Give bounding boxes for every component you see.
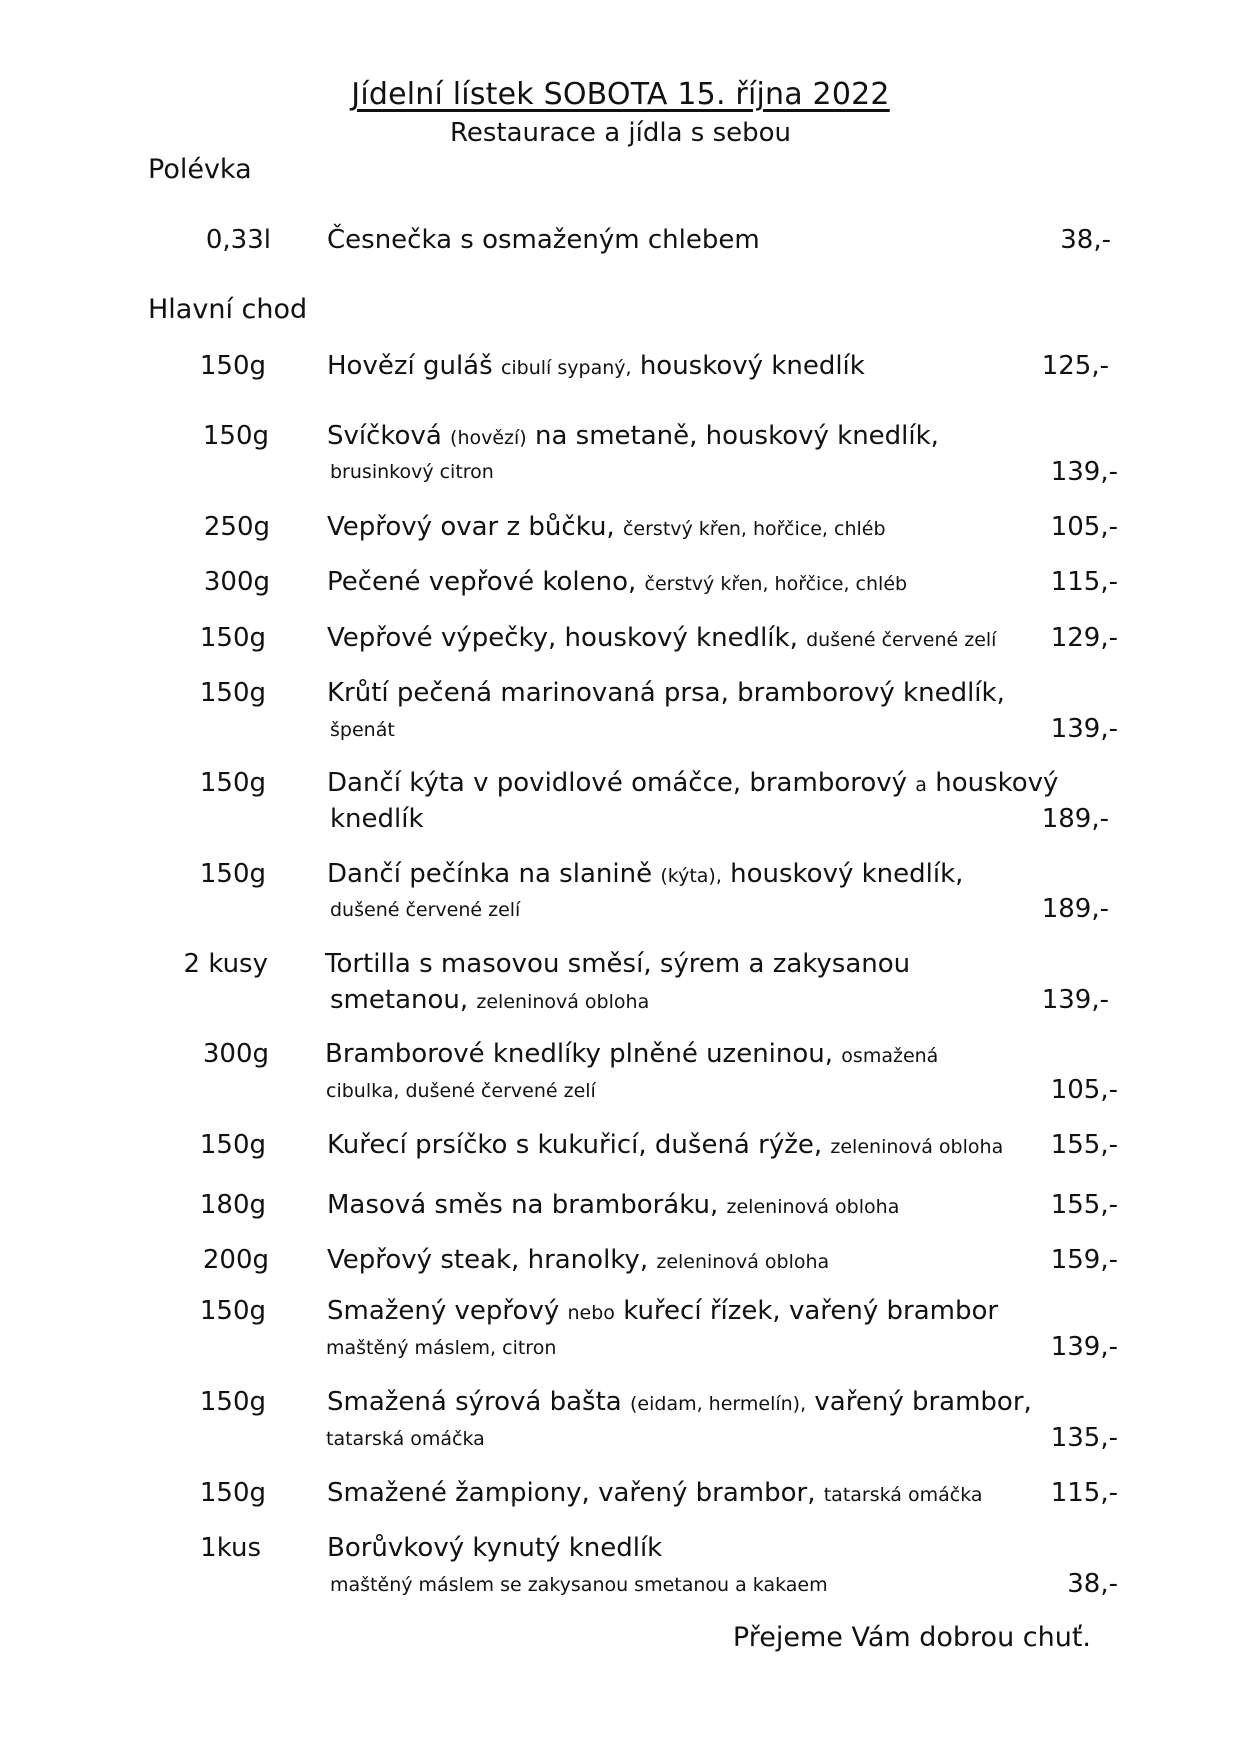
- item-name: Vepřový steak, hranolky, zeleninová obloha: [327, 1245, 830, 1275]
- item-quantity: 250g: [203, 512, 270, 542]
- item-note: čerstvý křen, hořčice, chléb: [644, 573, 908, 595]
- item-name: Krůtí pečená marinovaná prsa, bramborový knedlík,: [327, 678, 1005, 708]
- item-price: 139,-: [1050, 714, 1118, 744]
- item-price: 155,-: [1050, 1190, 1118, 1220]
- item-description: knedlík: [330, 804, 424, 834]
- section-heading-soup: Polévka: [148, 154, 252, 185]
- item-name: Dančí kýta v povidlové omáčce, bramborový a houskový: [327, 768, 1059, 798]
- item-name: Vepřové výpečky, houskový knedlík, dušené červené zelí: [327, 623, 997, 653]
- item-name: Dančí pečínka na slanině (kýta), houskový knedlík,: [327, 859, 964, 889]
- item-price: 105,-: [1050, 512, 1118, 542]
- item-price: 139,-: [1041, 985, 1109, 1015]
- item-name: Svíčková (hovězí) na smetaně, houskový knedlík,: [327, 421, 939, 451]
- item-description: smetanou, zeleninová obloha: [330, 985, 650, 1015]
- item-price: 38,-: [1067, 1569, 1118, 1599]
- item-price: 155,-: [1050, 1130, 1118, 1160]
- item-note: zeleninová obloha: [830, 1136, 1004, 1158]
- item-name: Vepřový ovar z bůčku, čerstvý křen, hořčice, chléb: [327, 512, 886, 542]
- item-name: Borůvkový kynutý knedlík: [327, 1533, 663, 1563]
- item-description: dušené červené zelí: [330, 899, 521, 921]
- item-description: tatarská omáčka: [326, 1428, 485, 1450]
- item-price: 115,-: [1050, 567, 1118, 597]
- item-description: maštěný máslem se zakysanou smetanou a kakaem: [330, 1574, 828, 1596]
- item-name: Smažený vepřový nebo kuřecí řízek, vařený brambor: [327, 1296, 999, 1326]
- item-note: cibulí sypaný,: [500, 357, 632, 379]
- item-name: Kuřecí prsíčko s kukuřicí, dušená rýže, zeleninová obloha: [327, 1130, 1004, 1160]
- item-price: 189,-: [1041, 804, 1109, 834]
- item-quantity: 150g: [199, 1130, 266, 1160]
- item-quantity: 0,33l: [205, 225, 271, 255]
- item-quantity: 150g: [199, 859, 266, 889]
- item-price: 129,-: [1050, 623, 1118, 653]
- item-description: špenát: [330, 719, 395, 741]
- item-note: (kýta),: [660, 865, 722, 887]
- item-note: (eidam, hermelín),: [630, 1393, 807, 1415]
- item-price: 115,-: [1050, 1478, 1118, 1508]
- item-quantity: 200g: [202, 1245, 269, 1275]
- item-description: cibulka, dušené červené zelí: [326, 1080, 596, 1102]
- item-note: zeleninová obloha: [656, 1251, 830, 1273]
- item-note: (hovězí): [450, 427, 527, 449]
- item-quantity: 1kus: [200, 1533, 261, 1563]
- item-note: zeleninová obloha: [726, 1196, 900, 1218]
- item-quantity: 150g: [202, 421, 269, 451]
- menu-subtitle: Restaurace a jídla s sebou: [449, 118, 792, 148]
- item-name: Bramborové knedlíky plněné uzeninou, osmažená: [325, 1039, 939, 1069]
- item-name: Tortilla s masovou směsí, sýrem a zakysanou: [325, 949, 911, 979]
- item-name: Smažené žampiony, vařený brambor, tatarská omáčka: [327, 1478, 983, 1508]
- item-price: 125,-: [1041, 351, 1109, 381]
- item-quantity: 150g: [199, 351, 266, 381]
- item-name: Česnečka s osmaženým chlebem: [327, 225, 760, 255]
- item-description: maštěný máslem, citron: [326, 1337, 557, 1359]
- item-name: Masová směs na bramboráku, zeleninová obloha: [327, 1190, 900, 1220]
- closing-wish: Přejeme Vám dobrou chuť.: [732, 1622, 1091, 1653]
- item-price: 38,-: [1060, 225, 1111, 255]
- section-heading-main: Hlavní chod: [148, 294, 308, 325]
- item-note: osmažená: [841, 1045, 939, 1067]
- item-note: čerstvý křen, hořčice, chléb: [622, 518, 886, 540]
- item-quantity: 2 kusy: [183, 949, 268, 979]
- item-quantity: 150g: [199, 1387, 266, 1417]
- item-name: Hovězí guláš cibulí sypaný, houskový knedlík: [327, 351, 865, 381]
- item-price: 139,-: [1050, 457, 1118, 487]
- item-note: a: [915, 774, 927, 796]
- menu-title: Jídelní lístek SOBOTA 15. října 2022: [351, 77, 890, 112]
- item-quantity: 180g: [199, 1190, 266, 1220]
- item-price: 159,-: [1050, 1245, 1118, 1275]
- item-quantity: 300g: [202, 1039, 269, 1069]
- item-quantity: 150g: [199, 1296, 266, 1326]
- item-quantity: 150g: [199, 1478, 266, 1508]
- item-name: Smažená sýrová bašta (eidam, hermelín), vařený brambor,: [327, 1387, 1032, 1417]
- item-quantity: 150g: [199, 678, 266, 708]
- item-quantity: 150g: [199, 768, 266, 798]
- item-price: 139,-: [1050, 1332, 1118, 1362]
- item-price: 105,-: [1050, 1075, 1118, 1105]
- item-quantity: 150g: [199, 623, 266, 653]
- item-note: nebo: [567, 1302, 615, 1324]
- item-price: 189,-: [1041, 894, 1109, 924]
- item-price: 135,-: [1050, 1423, 1118, 1453]
- item-description: brusinkový citron: [330, 461, 494, 483]
- item-name: Pečené vepřové koleno, čerstvý křen, hořčice, chléb: [327, 567, 908, 597]
- item-quantity: 300g: [203, 567, 270, 597]
- item-note: tatarská omáčka: [823, 1484, 983, 1506]
- item-note: dušené červené zelí: [806, 629, 997, 651]
